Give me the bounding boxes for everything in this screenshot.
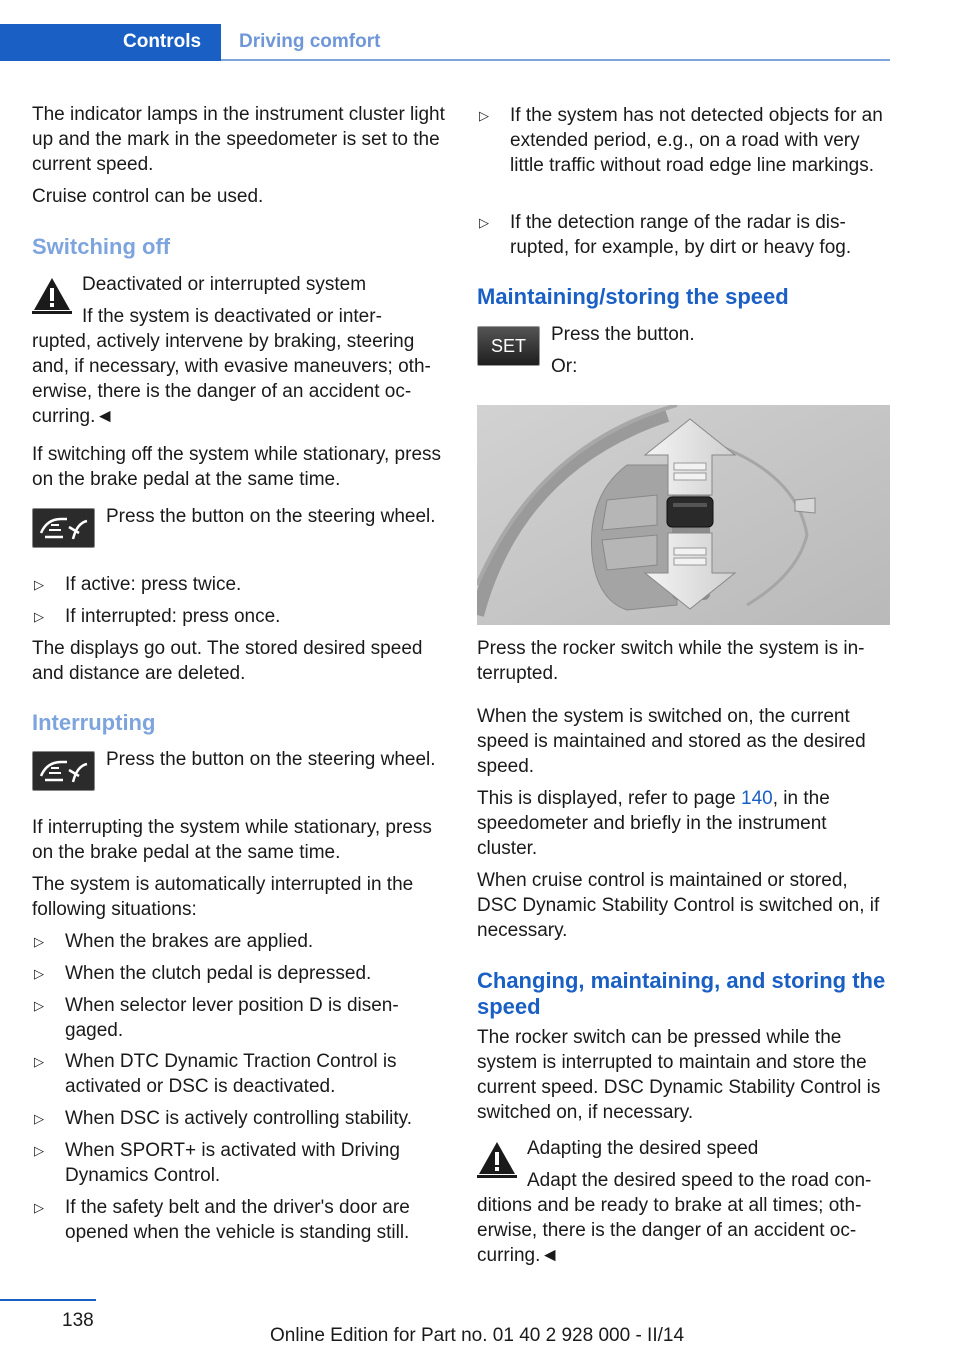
- header-rule: [221, 59, 890, 61]
- warning-triangle-icon: [477, 1140, 517, 1178]
- paragraph-rocker-interrupted: The rocker switch can be pressed while the system is interrupted to maintain and store the current speed. DSC Dynamic Stability Control is switched on, if necessary.: [477, 1027, 881, 1123]
- triangle-bullet-icon: ▷: [34, 577, 44, 592]
- triangle-bullet-icon: ▷: [34, 934, 44, 949]
- triangle-bullet-icon: ▷: [34, 1143, 44, 1158]
- paragraph-interrupt-stationary: If interrupting the system while stationary, press on the brake pedal at the same time.: [32, 817, 432, 863]
- steering-wheel-rocker-switch-image: [477, 405, 890, 625]
- warning-title-adapting: Adapting the desired speed: [527, 1138, 759, 1159]
- paragraph-indicator-lamps: The indicator lamps in the instrument cluster light up and the mark in the speedometer is set to the current speed.: [32, 104, 445, 175]
- paragraph-dsc: When cruise control is maintained or stored, DSC Dynamic Stability Control is switched on, if necessary.: [477, 870, 880, 941]
- button-instruction-switch-off: Press the button on the steering wheel.: [106, 506, 436, 527]
- paragraph-displays-go-out: The displays go out. The stored desired speed and distance are deleted.: [32, 638, 423, 684]
- set-instruction: Press the button.: [551, 324, 695, 345]
- triangle-bullet-icon: ▷: [34, 1111, 44, 1126]
- heading-switching-off: Switching off: [32, 234, 171, 259]
- header-subsection-title: Driving comfort: [239, 31, 381, 52]
- warning-triangle-icon: [32, 276, 72, 314]
- warning-text-first-line: Adapt the desired speed to the road con‐: [527, 1170, 872, 1191]
- warning-text-first-line: If the system is deactivated or inter‐: [82, 306, 382, 327]
- footer-edition: Online Edition for Part no. 01 40 2 928 000 - II/14: [269, 1325, 685, 1346]
- paragraph-cruise-control: Cruise control can be used.: [32, 186, 264, 207]
- triangle-bullet-icon: ▷: [34, 966, 44, 981]
- set-button-icon: SET: [477, 326, 540, 366]
- triangle-bullet-icon: ▷: [34, 998, 44, 1013]
- warning-title-deactivated: Deactivated or interrupted system: [82, 274, 367, 295]
- triangle-bullet-icon: ▷: [34, 1200, 44, 1215]
- heading-interrupting: Interrupting: [32, 710, 156, 735]
- paragraph-press-rocker: Press the rocker switch while the system is in‐terrupted.: [477, 638, 865, 684]
- warning-text-rest: ditions and be ready to brake at all times; oth‐erwise, there is the danger of an accident oc‐curring.◄: [477, 1195, 862, 1266]
- heading-changing-speed: Changing, maintaining, and storing the speed: [477, 968, 886, 1019]
- set-instruction-or: Or:: [551, 356, 578, 377]
- page-reference-link[interactable]: 140: [741, 788, 773, 809]
- header-section-title: Controls: [123, 31, 202, 52]
- heading-maintaining-storing: Maintaining/storing the speed: [477, 284, 789, 309]
- paragraph-switched-on: When the system is switched on, the current speed is maintained and stored as the desired speed.: [477, 706, 866, 777]
- warning-text-rest: rupted, actively intervene by braking, steering and, if necessary, with evasive maneuvers; oth‐erwise, there is the danger of an accident oc‐curring.◄: [32, 331, 431, 427]
- footer-rule: [0, 1299, 96, 1301]
- page-number: 138: [62, 1310, 94, 1331]
- paragraph-displayed: This is displayed, refer to page 140, in the speedometer and briefly in the instrument cluster.: [477, 788, 830, 859]
- cruise-control-button-icon: [32, 751, 95, 791]
- paragraph-switching-off-stationary: If switching off the system while stationary, press on the brake pedal at the same time.: [32, 444, 442, 490]
- cruise-control-button-icon: [32, 508, 95, 548]
- triangle-bullet-icon: ▷: [34, 609, 44, 624]
- triangle-bullet-icon: ▷: [479, 215, 489, 230]
- button-instruction-interrupt: Press the button on the steering wheel.: [106, 749, 436, 770]
- paragraph-auto-interrupt: The system is automatically interrupted in the following situations:: [32, 874, 414, 920]
- triangle-bullet-icon: ▷: [479, 108, 489, 123]
- triangle-bullet-icon: ▷: [34, 1054, 44, 1069]
